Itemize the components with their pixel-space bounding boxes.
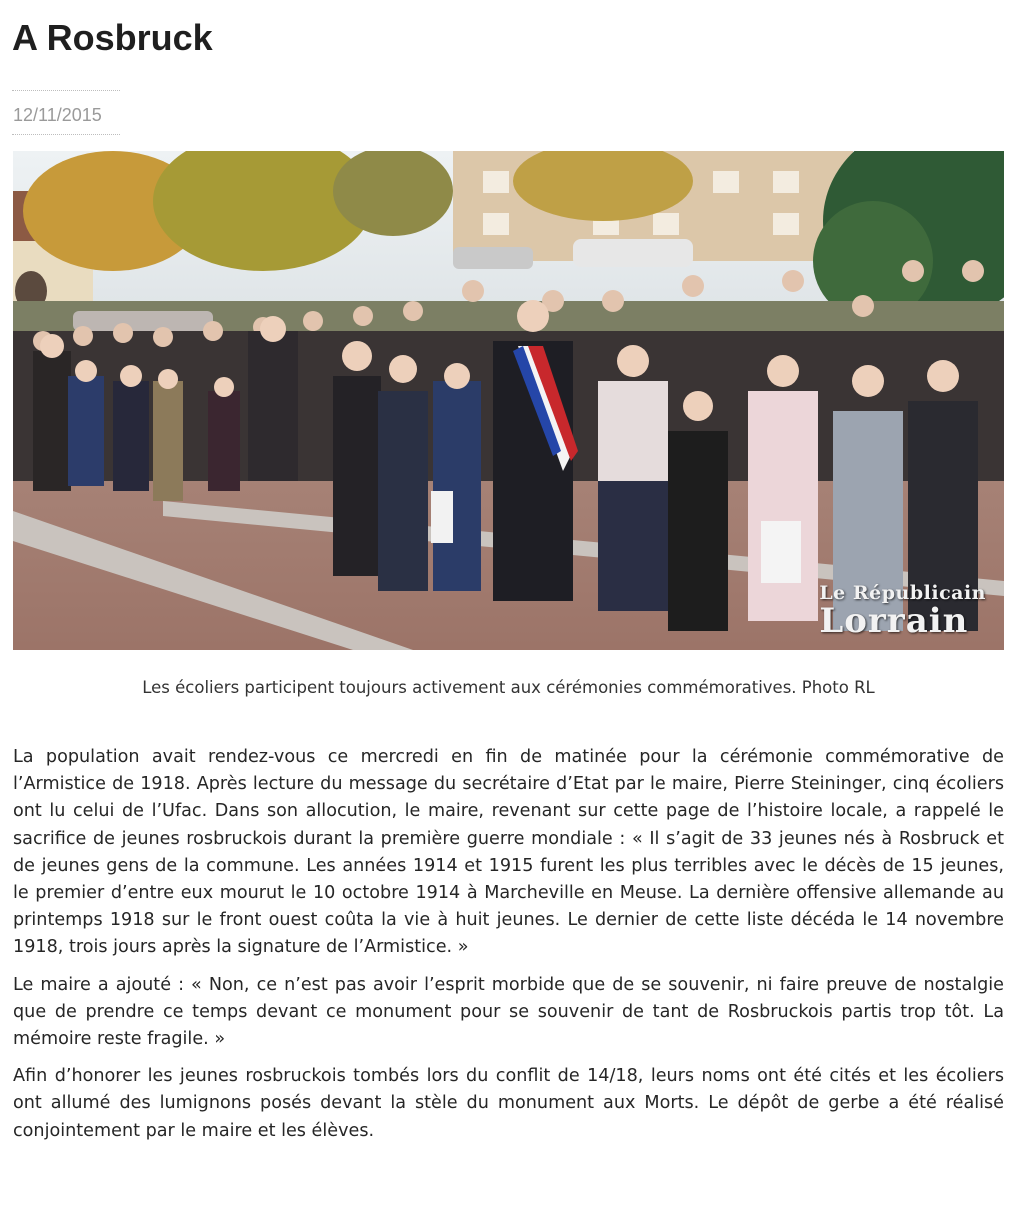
group-photo-icon (13, 151, 1004, 650)
photo-caption: Les écoliers participent toujours activement aux cérémonies commémoratives. Photo RL (142, 678, 875, 697)
article-photo (13, 151, 1004, 650)
article-title: A Rosbruck (12, 17, 213, 58)
newspaper-watermark (819, 582, 986, 641)
watermark-line1: Le Républicain (819, 582, 986, 604)
article-paragraph-2: Le maire a ajouté : « Non, ce n’est pas avoir l’esprit morbide que de se souvenir, ni faire preuve de nostalgie que de prendre ce temps devant ce monument pour se souvenir de tant de Rosbruckois partis trop tôt. La mémoire reste fragile. » (13, 974, 1004, 1050)
article-body (13, 744, 1004, 1155)
article-paragraph-3: Afin d’honorer les jeunes rosbruckois tombés lors du conflit de 14/18, leurs noms ont été cités et les écoliers ont allumé des lumignons posés devant la stèle du monument aux Morts. Le dépôt de gerbe a été réalisé conjointement par le maire et les élèves. (13, 1066, 1004, 1141)
date-divider-top (12, 90, 120, 91)
article-paragraph-1: La population avait rendez-vous ce mercredi en fin de matinée pour la cérémonie commémorative de l’Armistice de 1918. Après lecture du message du secrétaire d’Etat par le maire, Pierre Steininger, cinq écoliers ont lu celui de l’Ufac. Dans son allocution, le maire, revenant sur cette page de l’histoire locale, a rappelé le sacrifice de jeunes rosbruckois durant la première guerre mondiale : « Il s’agit de 33 jeunes nés à Rosbruck et de jeunes gens de la commune. Les années 1914 et 1915 furent les plus terribles avec le décès de 15 jeunes, le premier d’entre eux mourut le 10 octobre 1914 à Marcheville en Meuse. La dernière offensive allemande au printemps 1918 sur le front ouest coûta la vie à huit jeunes. Le dernier de cette liste décéda le 14 novembre 1918, trois jours après la signature de l’Armistice. » (13, 747, 1004, 958)
watermark-line2: Lorrain (819, 601, 969, 641)
date-divider-bottom (12, 134, 120, 135)
article-date: 12/11/2015 (13, 105, 102, 125)
